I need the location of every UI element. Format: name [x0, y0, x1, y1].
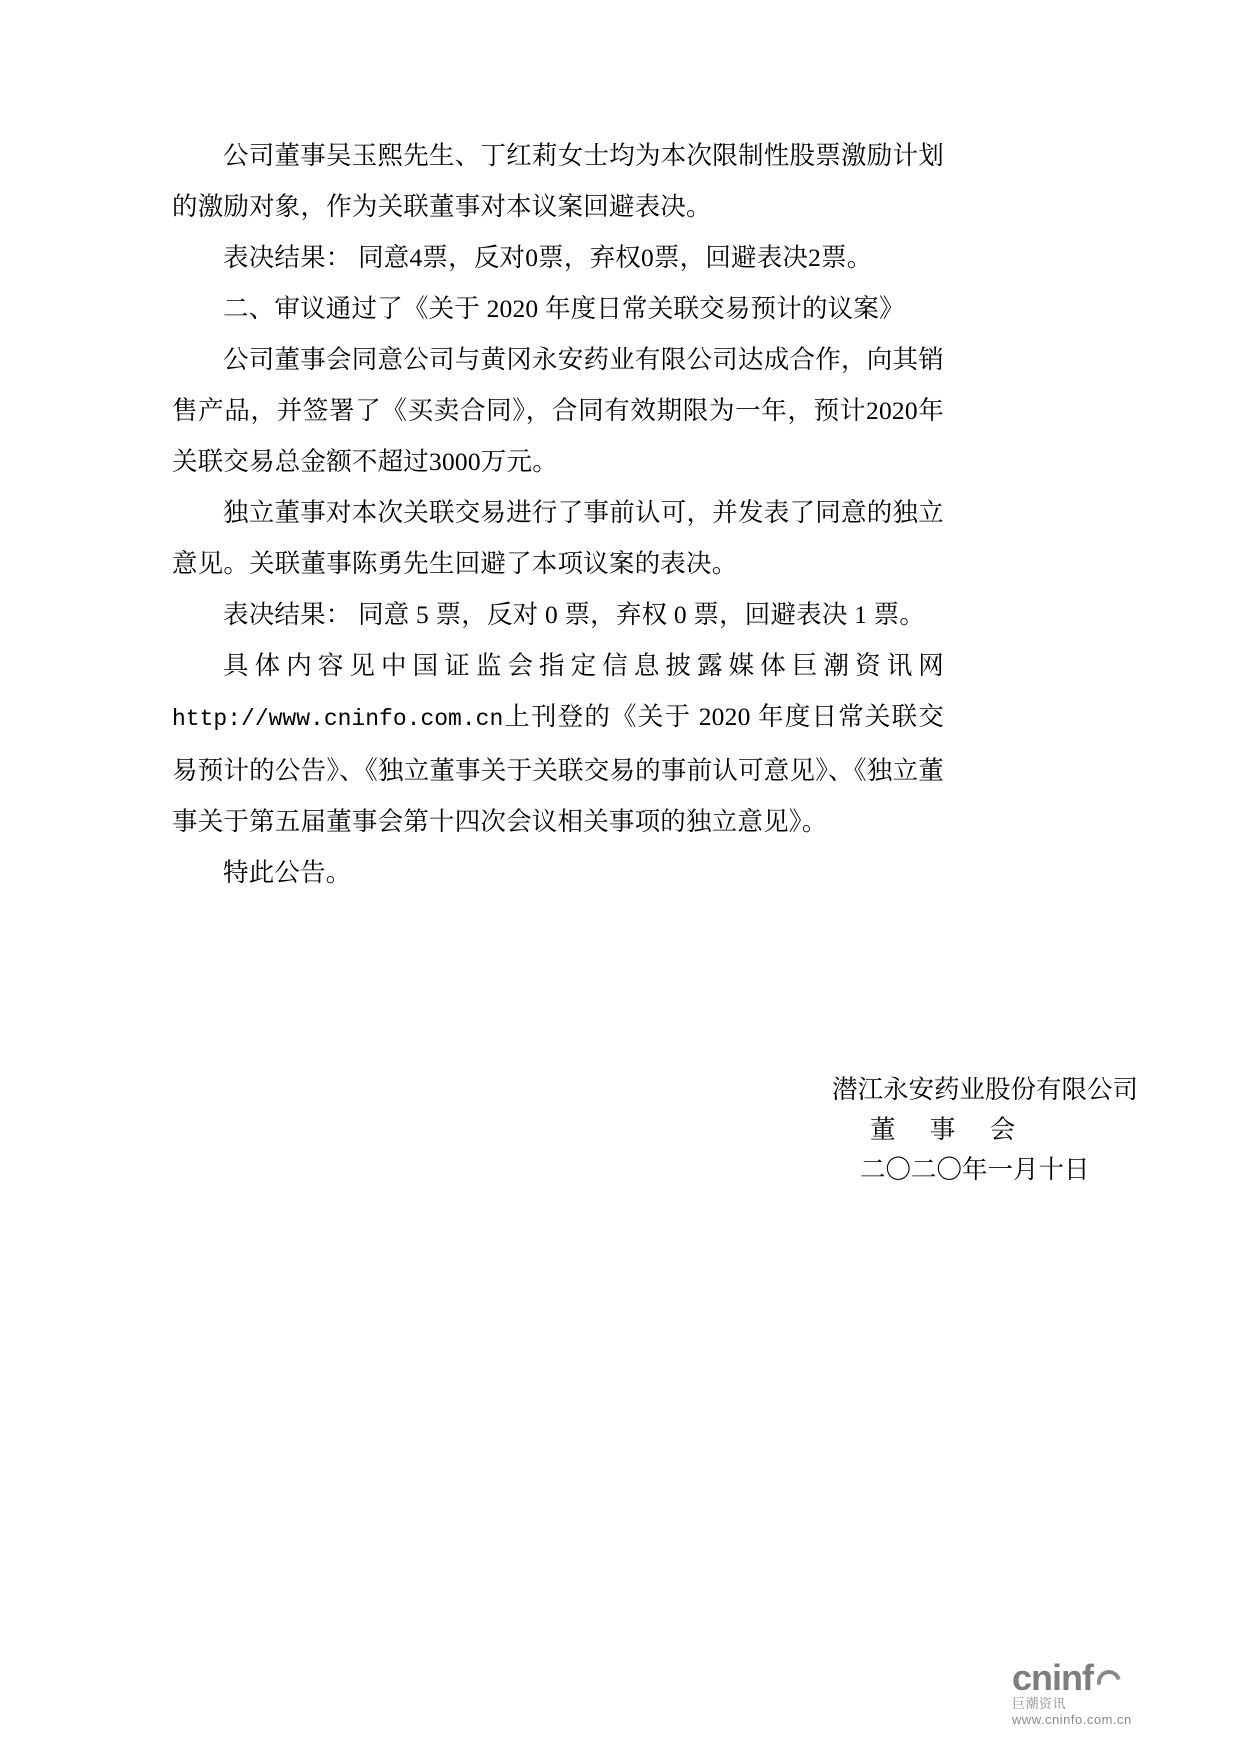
paragraph-independent-director-opinion: 独立董事对本次关联交易进行了事前认可，并发表了同意的独立意见。关联董事陈勇先生回避了本项议案的表决。 — [172, 498, 944, 578]
paragraph-related-transaction-detail: 公司董事会同意公司与黄冈永安药业有限公司达成合作，向其销售产品，并签署了《买卖合同》，合同有效期限为一年，预计2020年关联交易总金额不超过3000万元。 — [172, 345, 944, 476]
cninfo-swoosh-icon — [1095, 1668, 1117, 1694]
paragraph-agenda-item-2: 二、审议通过了《关于 2020 年度日常关联交易预计的议案》 — [223, 294, 905, 323]
paragraph-disclosure-media — [172, 640, 944, 847]
cninfo-logo-subtitle-cn: 巨潮资讯 — [1012, 1696, 1067, 1711]
paragraph-director-recusal: 公司董事吴玉熙先生、丁红莉女士均为本次限制性股票激励计划的激励对象，作为关联董事对本议案回避表决。 — [172, 141, 944, 221]
document-body — [172, 130, 1139, 1184]
cninfo-logo — [1012, 1657, 1212, 1728]
paragraph-vote-result-1: 表决结果： 同意4票，反对0票，弃权0票，回避表决2票。 — [223, 243, 873, 272]
disclosure-lead-text: 具体内容见中国证监会指定信息披露媒体巨潮资讯网 — [223, 651, 944, 680]
signature-date: 二〇二〇年一月十日 — [860, 1155, 1090, 1184]
signature-company: 潜江永安药业股份有限公司 — [832, 1075, 1139, 1104]
cninfo-url: http://www.cninfo.com.cn — [172, 706, 504, 732]
signature-board: 董 事 会 — [870, 1115, 1030, 1144]
paragraph-vote-result-2: 表决结果： 同意 5 票，反对 0 票，弃权 0 票，回避表决 1 票。 — [223, 600, 926, 629]
signature-block — [832, 1070, 1139, 1190]
cninfo-logo-subtitle-url: www.cninfo.com.cn — [1012, 1712, 1132, 1727]
cninfo-logo-wordmark: cninf — [1012, 1657, 1093, 1698]
disclosure-tail-text: 上刊登的《关于 2020 年度日常关联交易预计的公告》、《独立董事关于关联交易的事前认可意见》、《独立董事关于第五届董事会第十四次会议相关事项的独立意见》。 — [172, 702, 944, 836]
paragraph-closing-notice: 特此公告。 — [223, 858, 352, 887]
